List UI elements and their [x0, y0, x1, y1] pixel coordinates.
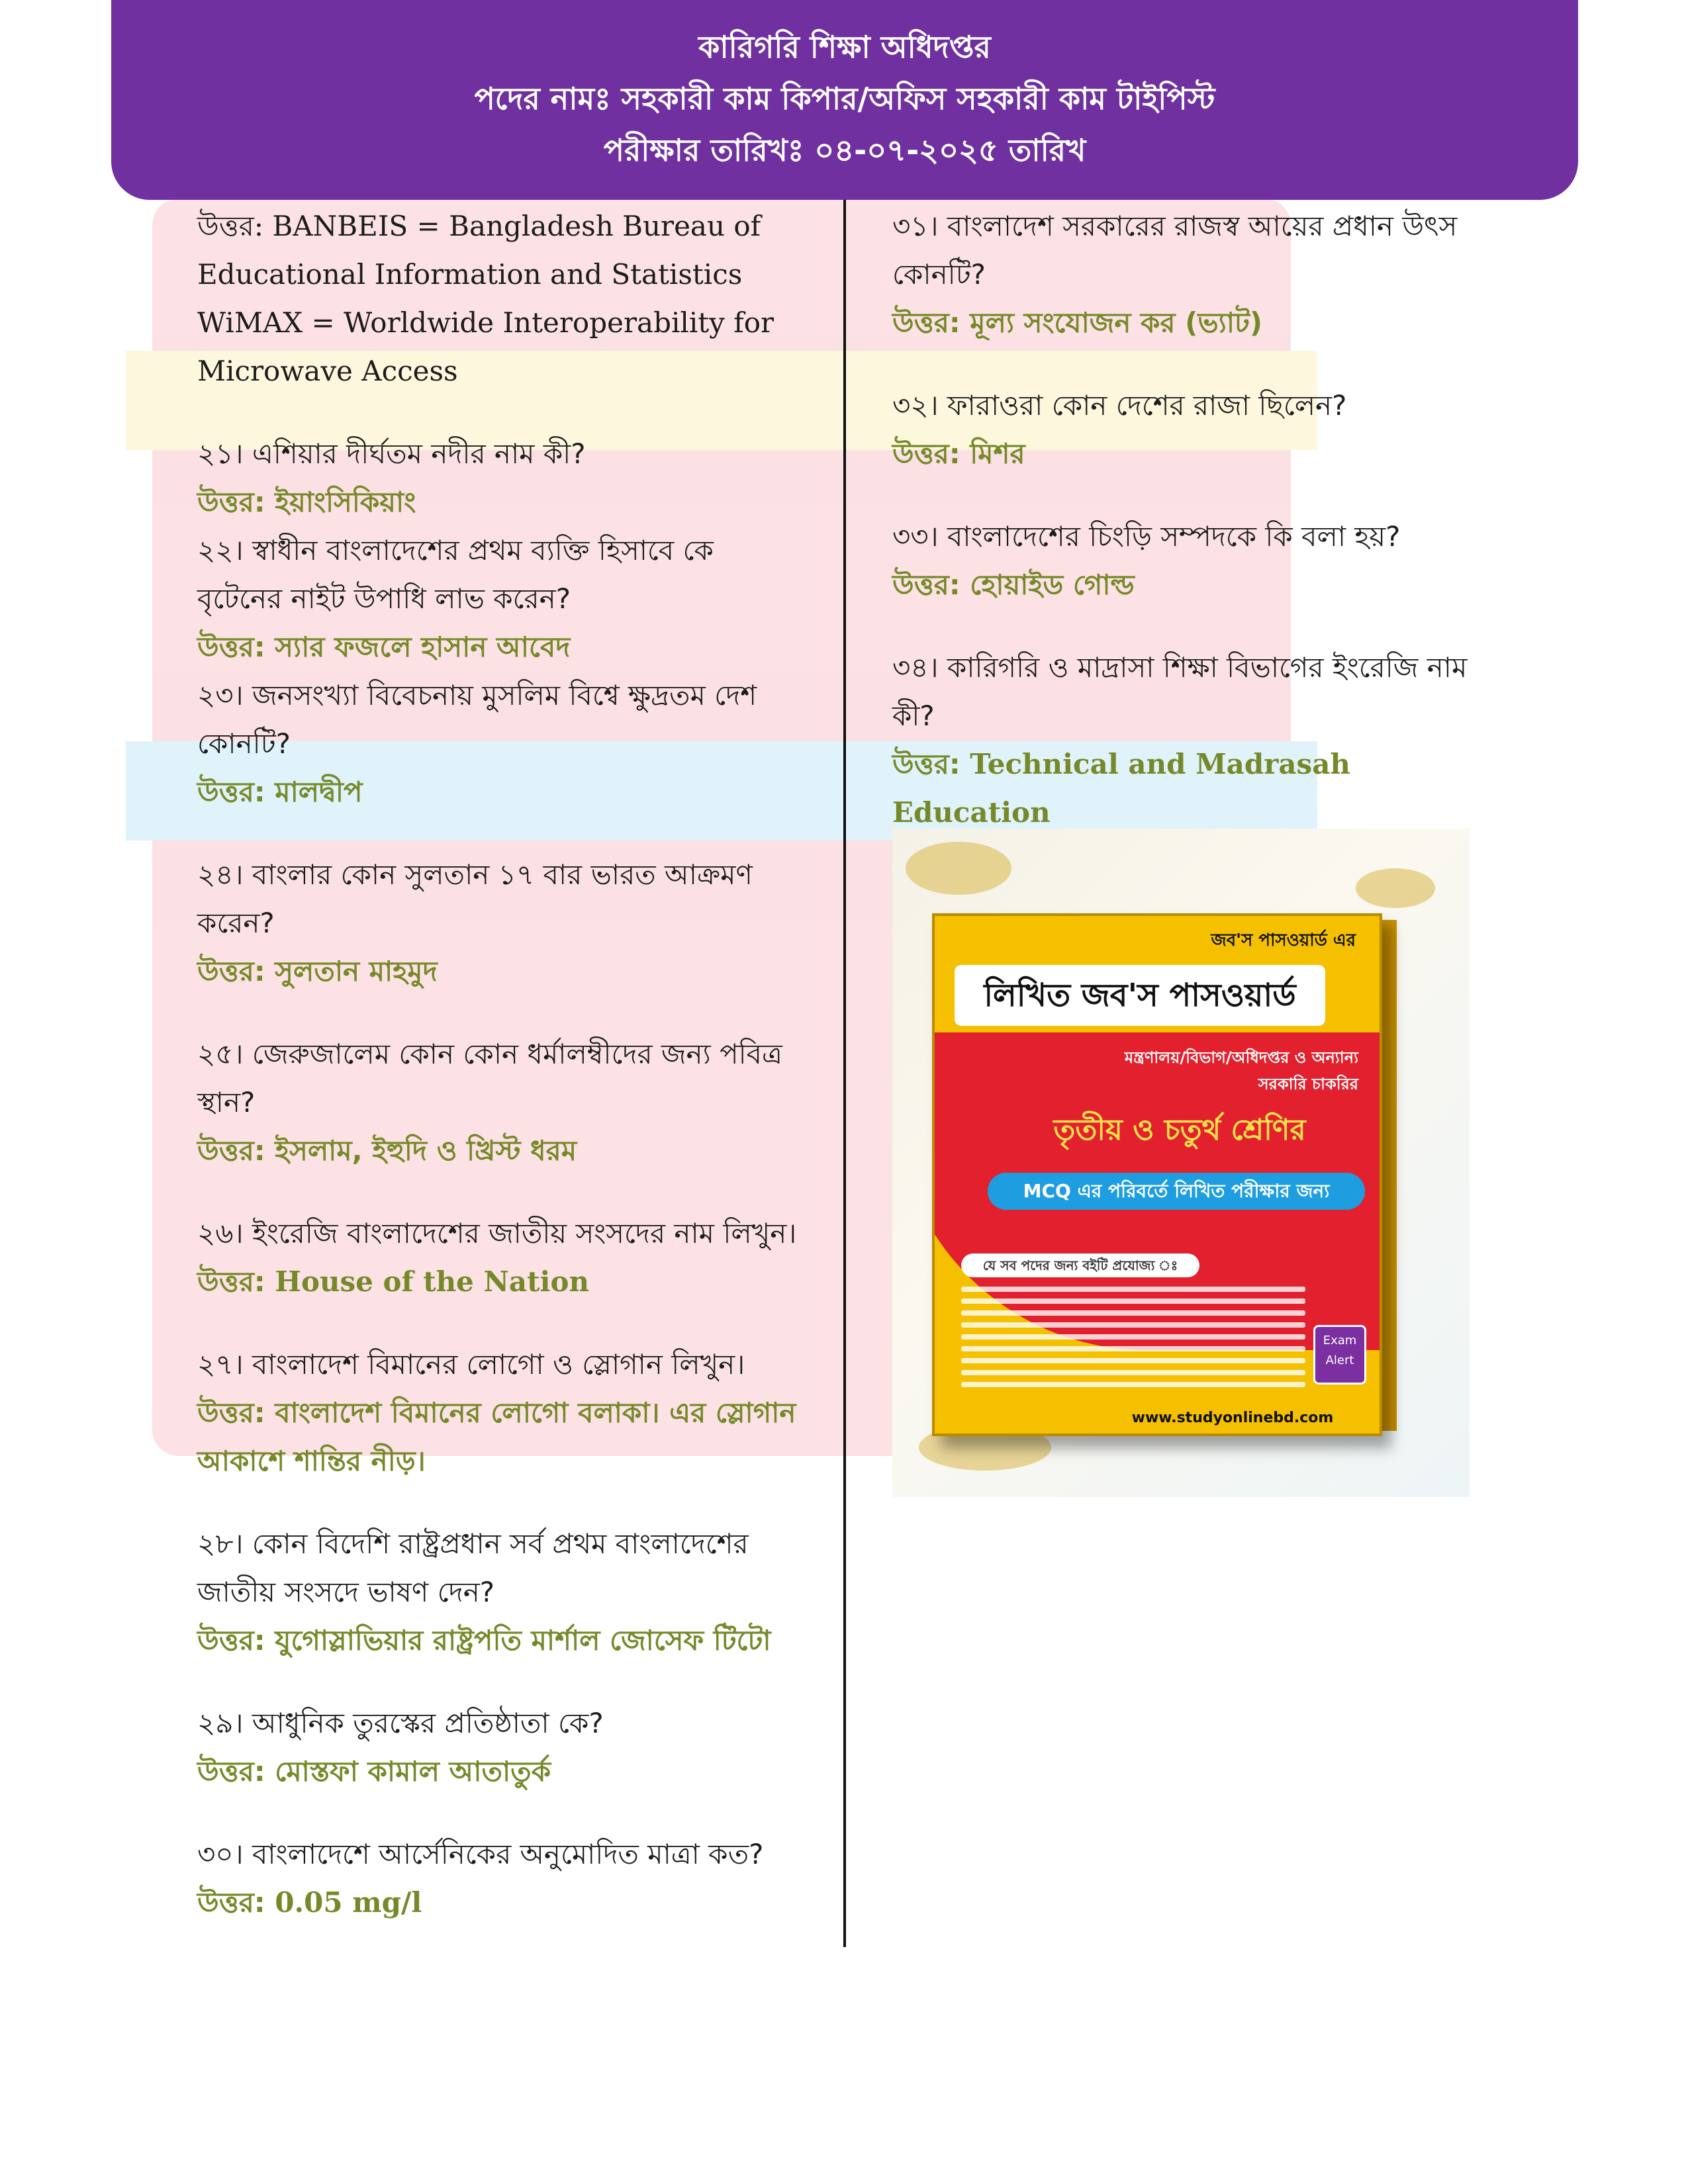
exam-alert-text: Exam — [1323, 1334, 1357, 1347]
book-post-list — [961, 1287, 1305, 1406]
right-column — [892, 202, 1488, 885]
answer-23 — [197, 768, 833, 816]
answer-text: House of the Nation — [275, 1265, 589, 1298]
book-mcq-banner: MCQ এর পরিবর্তে লিখিত পরীক্ষার জন্য — [988, 1173, 1365, 1210]
question-23: ২৩। জনসংখ্যা বিবেচনায় মুসলিম বিশ্বে ক্ষুদ্রতম দেশ — [197, 679, 757, 711]
answer-text: স্যার ফজলে হাসান আবেদ — [275, 631, 571, 663]
decor-splash — [906, 842, 1011, 895]
answer-33 — [892, 561, 1488, 609]
question-34: ৩৪। কারিগরি ও মাদ্রাসা শিক্ষা বিভাগের ইংরেজি নাম — [892, 651, 1468, 684]
question-24: ২৪। বাংলার কোন সুলতান ১৭ বার ভারত আক্রমণ — [197, 858, 753, 891]
answer-text: মোস্তফা কামাল আতাতুর্ক — [275, 1755, 551, 1788]
book-cover-image — [892, 829, 1470, 1497]
question-24-cont: করেন? — [197, 907, 275, 939]
decor-splash — [1356, 868, 1435, 908]
answer-31 — [892, 298, 1488, 347]
answer-label: উত্তর: — [197, 1134, 275, 1167]
header-exam-date: পরীক্ষার তারিখঃ ০৪-০৭-২০২৫ তারিখ — [603, 132, 1086, 168]
answer-text: ইসলাম, ইহুদি ও খ্রিস্ট ধরম — [275, 1134, 577, 1167]
question-31-cont: কোনটি? — [892, 258, 986, 291]
answer-text: সুলতান মাহমুদ — [275, 955, 438, 987]
question-25-cont: স্থান? — [197, 1086, 256, 1118]
answer-text: মিশর — [970, 437, 1025, 470]
question-34-cont: কী? — [892, 700, 935, 732]
exam-alert-text: Alert — [1325, 1353, 1354, 1367]
answer-label: উত্তর: — [197, 1396, 275, 1429]
book-grade: তৃতীয় ও চতুর্থ শ্রেণির — [1053, 1113, 1306, 1147]
question-28: ২৮। কোন বিদেশি রাষ্ট্রপ্রধান সর্ব প্রথম বাংলাদেশের — [197, 1527, 749, 1560]
intro-line: WiMAX = Worldwide Interoperability for — [197, 306, 774, 339]
answer-label: উত্তর: — [197, 486, 275, 518]
answer-text: হোয়াইড গোল্ড — [970, 569, 1135, 601]
book-subtitle: সরকারি চাকরির — [1258, 1075, 1358, 1093]
question-32: ৩২। ফারাওরা কোন দেশের রাজা ছিলেন? — [892, 389, 1347, 422]
answer-29 — [197, 1747, 833, 1796]
left-column — [197, 202, 833, 1927]
book-title: লিখিত জব'স পাসওয়ার্ড — [955, 965, 1325, 1026]
answer-24 — [197, 947, 833, 995]
answer-30 — [197, 1878, 833, 1927]
answer-text: মূল্য সংযোজন কর (ভ্যাট) — [970, 306, 1263, 339]
answer-27 — [197, 1388, 833, 1437]
answer-text: মালদ্বীপ — [275, 776, 363, 808]
question-26: ২৬। ইংরেজি বাংলাদেশের জাতীয় সংসদের নাম লিখুন। — [197, 1217, 797, 1250]
intro-line: উত্তর: BANBEIS = Bangladesh Bureau of — [197, 210, 761, 242]
answer-label: উত্তর: — [197, 1755, 275, 1788]
question-22-cont: বৃটেনের নাইট উপাধি লাভ করেন? — [197, 582, 571, 615]
question-27: ২৭। বাংলাদেশ বিমানের লোগো ও স্লোগান লিখুন। — [197, 1348, 745, 1381]
answer-label: উত্তর: — [197, 631, 275, 663]
answer-28 — [197, 1616, 833, 1664]
answer-label: উত্তর: — [197, 1265, 275, 1298]
answer-label: উত্তর: — [197, 776, 275, 808]
answer-25 — [197, 1126, 833, 1175]
question-31: ৩১। বাংলাদেশ সরকারের রাজস্ব আয়ের প্রধান উৎস — [892, 210, 1458, 242]
question-25: ২৫। জেরুজালেম কোন কোন ধর্মালম্বীদের জন্য পবিত্র — [197, 1038, 782, 1070]
book-url: www.studyonlinebd.com — [1131, 1410, 1334, 1426]
page-header — [111, 0, 1578, 200]
answer-32 — [892, 430, 1488, 478]
answer-label: উত্তর: — [197, 1624, 275, 1657]
answer-text: 0.05 mg/l — [275, 1886, 422, 1919]
book — [932, 913, 1382, 1436]
exam-alert-badge — [1313, 1325, 1366, 1385]
column-divider — [843, 200, 846, 1947]
question-29: ২৯। আধুনিক তুরস্কের প্রতিষ্ঠাতা কে? — [197, 1707, 604, 1739]
book-subtitle: মন্ত্রণালয়/বিভাগ/অধিদপ্তর ও অন্যান্য — [1124, 1048, 1358, 1067]
intro-line: Educational Information and Statistics — [197, 258, 743, 291]
answer-21 — [197, 478, 833, 526]
question-23-cont: কোনটি? — [197, 727, 291, 760]
answer-label: উত্তর: — [892, 437, 970, 470]
answer-22 — [197, 623, 833, 671]
answer-text: যুগোস্লাভিয়ার রাষ্ট্রপতি মার্শাল জোসেফ টিটো — [275, 1624, 771, 1657]
question-30: ৩০। বাংলাদেশে আর্সেনিকের অনুমোদিত মাত্রা কত? — [197, 1838, 764, 1870]
question-21: ২১। এশিয়ার দীর্ঘতম নদীর নাম কী? — [197, 437, 586, 470]
answer-26 — [197, 1257, 833, 1306]
answer-text: ইয়াংসিকিয়াং — [275, 486, 416, 518]
answer-label: উত্তর: — [892, 748, 970, 780]
answer-label: উত্তর: — [197, 955, 275, 987]
answer-label: উত্তর: — [197, 1886, 275, 1919]
header-department: কারিগরি শিক্ষা অধিদপ্তর — [698, 29, 991, 65]
book-brand: জব'স পাসওয়ার্ড এর — [1211, 931, 1356, 950]
question-28-cont: জাতীয় সংসদে ভাষণ দেন? — [197, 1576, 495, 1608]
answer-34 — [892, 740, 1488, 837]
intro-line: Microwave Access — [197, 355, 458, 387]
header-post-name: পদের নামঃ সহকারী কাম কিপার/অফিস সহকারী কাম টাইপিস্ট — [474, 81, 1215, 116]
answer-text: বাংলাদেশ বিমানের লোগো বলাকা। এর স্লোগান — [275, 1396, 796, 1429]
answer-27-cont: আকাশে শান্তির নীড়। — [197, 1445, 426, 1477]
answer-label: উত্তর: — [892, 306, 970, 339]
question-33: ৩৩। বাংলাদেশের চিংড়ি সম্পদকে কি বলা হয়? — [892, 520, 1401, 553]
book-list-header: যে সব পদের জন্য বইটি প্রযোজ্য ঃ — [961, 1253, 1199, 1277]
answer-label: উত্তর: — [892, 569, 970, 601]
question-22: ২২। স্বাধীন বাংলাদেশের প্রথম ব্যক্তি হিসাবে কে — [197, 534, 714, 567]
answer-text: Technical and Madrasah Education — [892, 748, 1350, 829]
